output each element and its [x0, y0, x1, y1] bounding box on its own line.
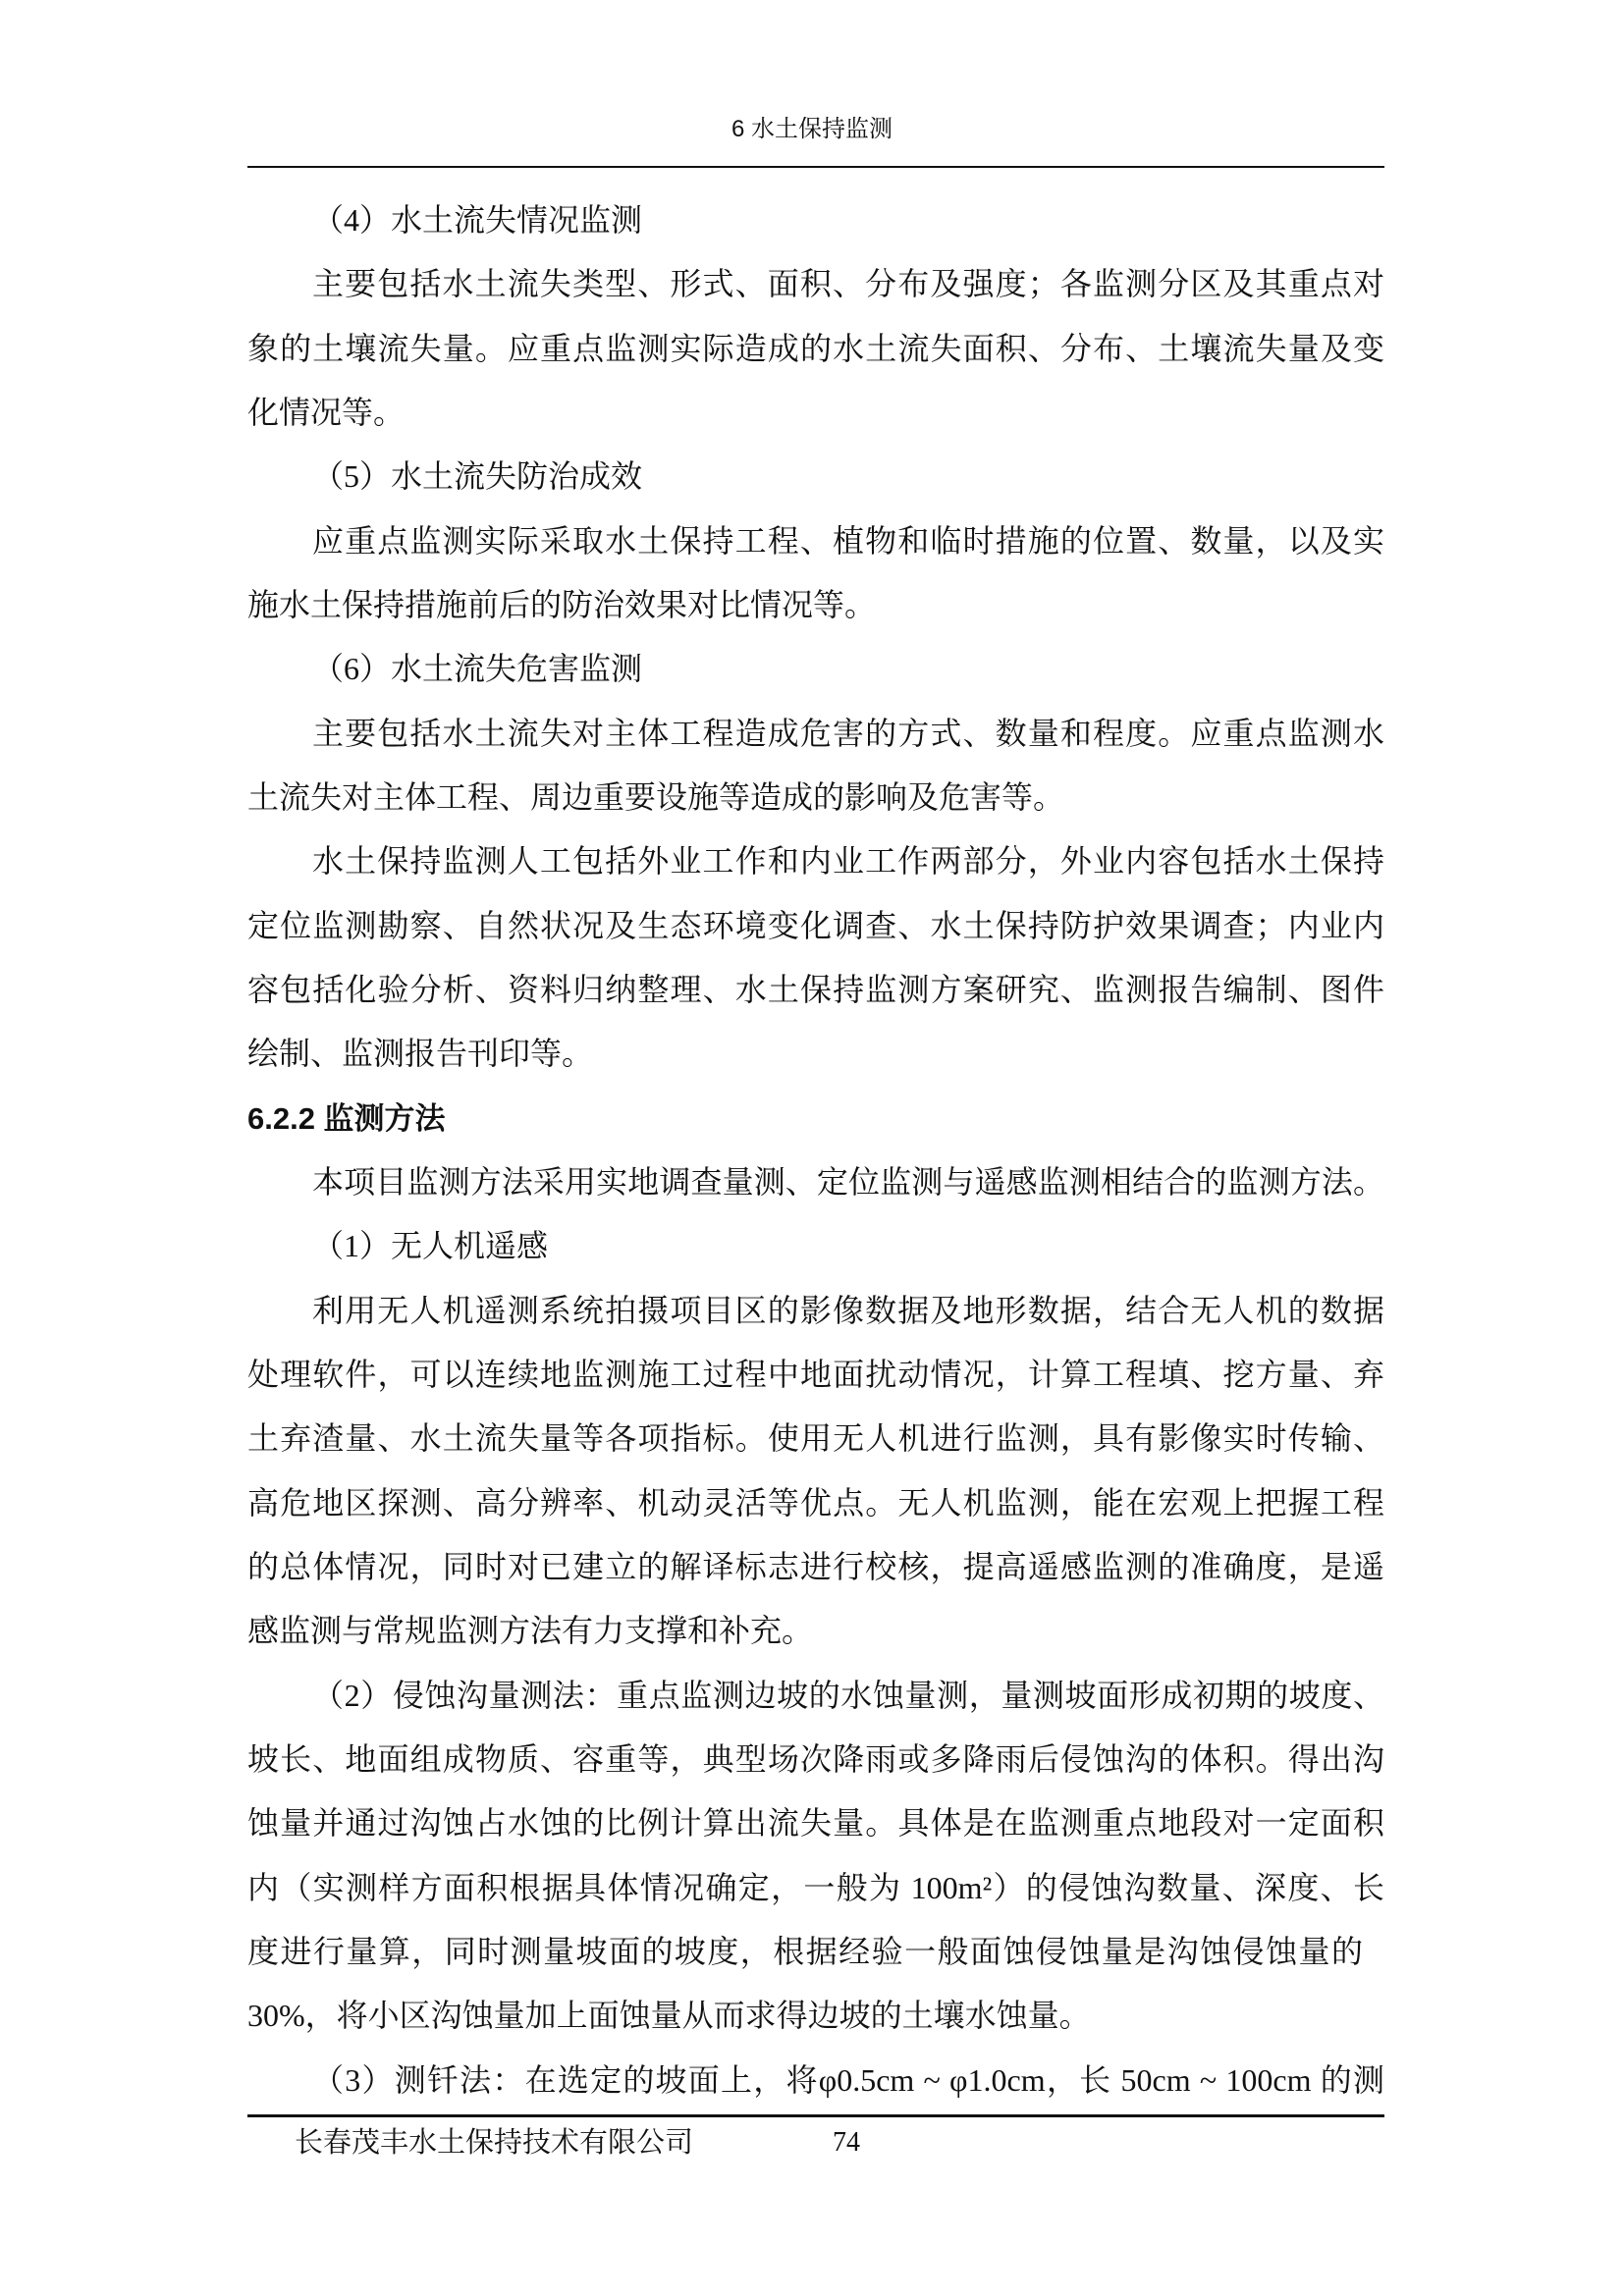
- paragraph-line: 象的土壤流失量。应重点监测实际造成的水土流失面积、分布、土壤流失量及变: [247, 330, 1384, 366]
- list-item-heading: [247, 1214, 1384, 1278]
- paragraph-line: 处理软件，可以连续地监测施工过程中地面扰动情况，计算工程填、挖方量、弃: [247, 1356, 1384, 1392]
- paragraph-line: 容包括化验分析、资料归纳整理、水土保持监测方案研究、监测报告编制、图件: [247, 971, 1384, 1007]
- list-item-heading: [247, 637, 1384, 701]
- section-heading-text: 6.2.2 监测方法: [247, 1100, 446, 1136]
- running-header: 6 水土保持监测: [731, 116, 893, 142]
- paragraph-line: 坡长、地面组成物质、容重等，典型场次降雨或多降雨后侵蚀沟的体积。得出沟: [247, 1740, 1384, 1777]
- paragraph-line: 感监测与常规监测方法有力支撑和补充。: [247, 1613, 814, 1649]
- item-heading-line: （5）水土流失防治成效: [312, 458, 643, 495]
- item-heading-line: （6）水土流失危害监测: [312, 651, 643, 687]
- paragraph: [247, 1664, 1384, 2049]
- paragraph-line: （3）测钎法：在选定的坡面上，将φ0.5cm ~ φ1.0cm，长 50cm ~ 100cm 的测: [312, 2061, 1384, 2098]
- paragraph-line: 土流失对主体工程、周边重要设施等造成的影响及危害等。: [247, 778, 1065, 815]
- footer-company-name: 长春茂丰水土保持技术有限公司: [295, 2127, 694, 2159]
- paragraph-line: 定位监测勘察、自然状况及生态环境变化调查、水土保持防护效果调查；内业内: [247, 907, 1384, 943]
- paragraph-line: 内（实测样方面积根据具体情况确定，一般为 100m²）的侵蚀沟数量、深度、长: [247, 1869, 1384, 1905]
- paragraph-line: 水土保持监测人工包括外业工作和内业工作两部分，外业内容包括水土保持: [312, 843, 1384, 880]
- section-heading: [247, 1087, 1384, 1150]
- header-rule: [247, 166, 1384, 168]
- paragraph: [247, 829, 1384, 1086]
- paragraph-line: 应重点监测实际采取水土保持工程、植物和临时措施的位置、数量，以及实: [312, 522, 1384, 559]
- body-text: [247, 188, 1384, 2112]
- list-item-heading: [247, 445, 1384, 508]
- paragraph: [247, 2049, 1384, 2112]
- paragraph-line: 施水土保持措施前后的防治效果对比情况等。: [247, 586, 877, 622]
- paragraph-line: 30%，将小区沟蚀量加上面蚀量从而求得边坡的土壤水蚀量。: [247, 1998, 1091, 2034]
- paragraph: [247, 702, 1384, 830]
- page-number: 74: [833, 2127, 860, 2158]
- paragraph: [247, 252, 1384, 445]
- paragraph-line: 主要包括水土流失对主体工程造成危害的方式、数量和程度。应重点监测水: [312, 715, 1384, 751]
- paragraph-line: 度进行量算，同时测量坡面的坡度，根据经验一般面蚀侵蚀量是沟蚀侵蚀量的: [247, 1933, 1363, 1969]
- list-item-heading: [247, 188, 1384, 252]
- paragraph-line: （2）侵蚀沟量测法：重点监测边坡的水蚀量测，量测坡面形成初期的坡度、: [312, 1677, 1384, 1713]
- paragraph-line: 利用无人机遥测系统拍摄项目区的影像数据及地形数据，结合无人机的数据: [312, 1292, 1384, 1328]
- item-heading-line: （1）无人机遥感: [312, 1228, 549, 1264]
- item-heading-line: （4）水土流失情况监测: [312, 202, 643, 238]
- paragraph-line: 绘制、监测报告刊印等。: [247, 1036, 594, 1072]
- paragraph-line: 主要包括水土流失类型、形式、面积、分布及强度；各监测分区及其重点对: [312, 266, 1384, 302]
- paragraph-line: 蚀量并通过沟蚀占水蚀的比例计算出流失量。具体是在监测重点地段对一定面积: [247, 1805, 1384, 1842]
- paragraph-line: 的总体情况，同时对已建立的解译标志进行校核，提高遥感监测的准确度，是遥: [247, 1548, 1384, 1584]
- paragraph-line: 化情况等。: [247, 394, 406, 430]
- paragraph: [247, 1150, 1384, 1214]
- footer-rule: [247, 2114, 1384, 2117]
- paragraph-line: 土弃渣量、水土流失量等各项指标。使用无人机进行监测，具有影像实时传输、: [247, 1420, 1384, 1457]
- paragraph-line: 高危地区探测、高分辨率、机动灵活等优点。无人机监测，能在宏观上把握工程: [247, 1484, 1384, 1521]
- paragraph: [247, 509, 1384, 638]
- paragraph: [247, 1279, 1384, 1664]
- paragraph-line: 本项目监测方法采用实地调查量测、定位监测与遥感监测相结合的监测方法。: [312, 1163, 1384, 1200]
